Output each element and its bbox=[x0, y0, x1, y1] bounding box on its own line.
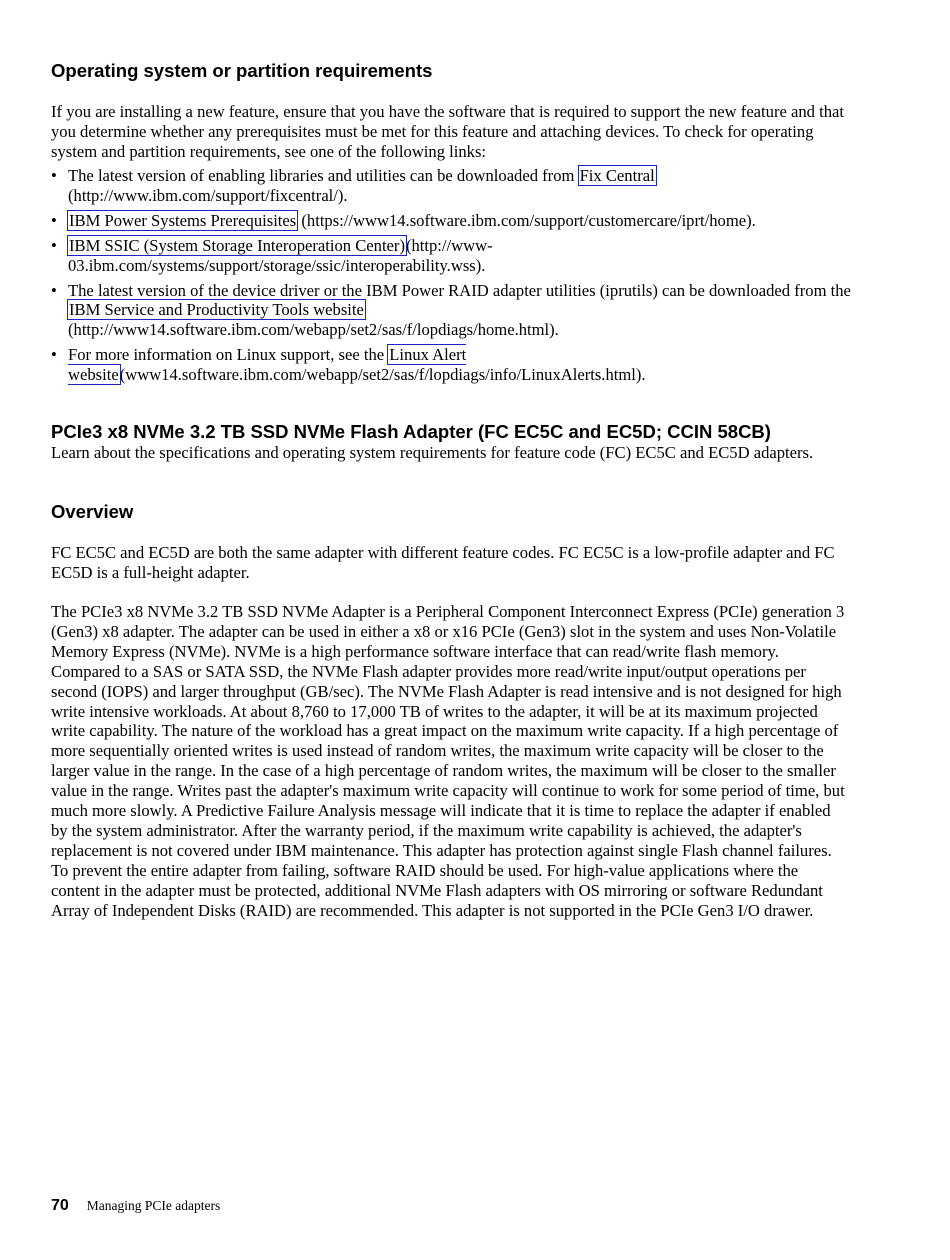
ssic-link[interactable]: IBM SSIC (System Storage Interoperation Center) bbox=[69, 235, 405, 255]
fix-central-link[interactable]: Fix Central bbox=[579, 166, 655, 185]
requirements-link-list bbox=[51, 166, 851, 390]
power-systems-prerequisites-link[interactable]: IBM Power Systems Prerequisites bbox=[69, 210, 297, 230]
bullet-icon: • bbox=[51, 235, 57, 255]
bullet-icon: • bbox=[51, 210, 57, 230]
bullet-icon: • bbox=[51, 166, 57, 185]
section-heading-os-requirements: Operating system or partition requirements bbox=[51, 60, 433, 81]
adapter-intro: Learn about the specifications and operating system requirements for feature code (FC) EC5C and EC5D adapters. bbox=[51, 443, 814, 462]
os-requirements-intro: If you are installing a new feature, ensure that you have the software that is required to support the new feature and that you determine whether any prerequisites must be met for this feature and attaching devices. To check for operating system and partition requirements, see one of the following links: bbox=[51, 102, 844, 161]
list-item: • The latest version of enabling libraries and utilities can be downloaded from Fix Central (http://www.ibm.com/support/fixcentral/). bbox=[51, 166, 655, 205]
list-item: • IBM Power Systems Prerequisites (https://www14.software.ibm.com/support/customercare/iprt/home). bbox=[51, 210, 756, 230]
linux-alert-link[interactable]: Linux Alert website bbox=[68, 345, 467, 385]
section-heading-overview: Overview bbox=[51, 501, 134, 522]
page-number: 70 bbox=[51, 1197, 69, 1214]
overview-paragraph-2: The PCIe3 x8 NVMe 3.2 TB SSD NVMe Adapter is a Peripheral Component Interconnect Express (PCIe) generation 3 (Gen3) x8 adapter. The adapter can be used in either a x8 or x16 PCIe (Gen3) slot in the system and uses Non-Volatile Memory Express (NVMe). NVMe is a high performance software interface that can read/write flash memory. Compared to a SAS or SATA SSD, the NVMe Flash adapter provides more read/write input/output operations per second (IOPS) and larger throughput (GB/sec). The NVMe Flash Adapter is read intensive and is not designed for high write intensive workloads. At about 8,760 to 17,000 TB of writes to the adapter, it will be at its maximum projected write capability. The nature of the workload has a great impact on the maximum write capacity. If a high percentage of more sequentially oriented writes is used instead of random writes, the maximum write capacity will be closer to the larger value in the range. In the case of a high percentage of random writes, the maximum will be closer to the smaller value in the range. Writes past the adapter's maximum write capacity will continue to work for some period of time, but much more slowly. A Predictive Failure Analysis message will indicate that it is time to replace the adapter if enabled by the system administrator. After the warranty period, if the maximum write capability is achieved, the adapter's replacement is not covered under IBM maintenance. This adapter has protection against single Flash channel failures. To prevent the entire adapter from failing, software RAID should be used. For high-value applications where the content in the adapter must be protected, additional NVMe Flash adapters with OS mirroring or software Redundant Array of Independent Disks (RAID) are recommended. This adapter is not supported in the PCIe Gen3 I/O drawer. bbox=[51, 602, 845, 920]
service-productivity-tools-link[interactable]: IBM Service and Productivity Tools website bbox=[69, 300, 364, 320]
overview-paragraph-1: FC EC5C and EC5D are both the same adapter with different feature codes. FC EC5C is a low-profile adapter and FC EC5D is a full-height adapter. bbox=[51, 543, 835, 582]
bullet-icon: • bbox=[51, 280, 57, 300]
page-footer bbox=[51, 1197, 220, 1215]
list-item: • IBM SSIC (System Storage Interoperation Center)(http://www-03.ibm.com/systems/support/storage/ssic/interoperability.wss). bbox=[51, 235, 493, 275]
footer-title: Managing PCIe adapters bbox=[86, 1198, 221, 1213]
list-item: • The latest version of the device driver or the IBM Power RAID adapter utilities (iprutils) can be downloaded from the IBM Service and Productivity Tools website (http://www14.software.ibm.com/webapp/set2/sas/f/lopdiags/home.html). bbox=[51, 280, 851, 340]
list-item: • For more information on Linux support, see the Linux Alert website(www14.software.ibm.com/webapp/set2/sas/f/lopdiags/info/LinuxAlerts.html). bbox=[51, 345, 646, 385]
bullet-icon: • bbox=[51, 345, 57, 365]
section-heading-adapter: PCIe3 x8 NVMe 3.2 TB SSD NVMe Flash Adapter (FC EC5C and EC5D; CCIN 58CB) bbox=[51, 421, 771, 442]
